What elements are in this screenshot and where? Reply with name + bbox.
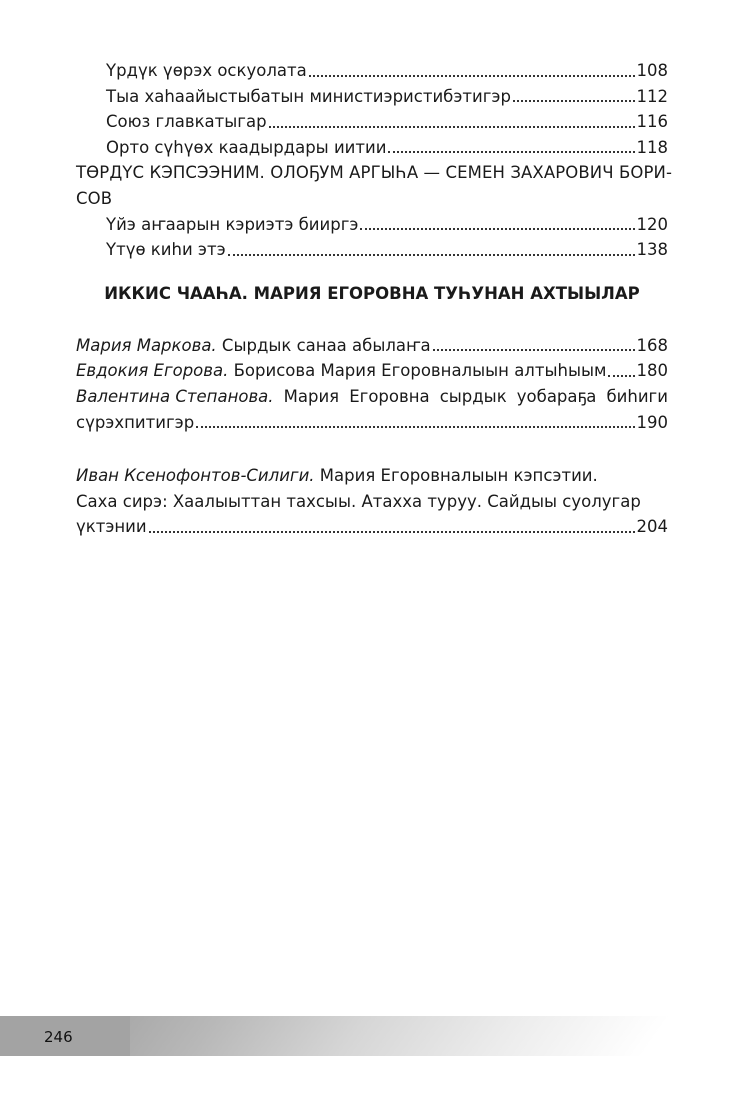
dot-leader	[388, 150, 634, 153]
toc-entry	[76, 58, 668, 84]
toc-entry-line3	[76, 514, 668, 540]
toc-entry-title: Үтүө киһи этэ	[106, 240, 226, 260]
toc-entry-line1	[76, 384, 668, 410]
toc-entry-title	[76, 333, 431, 359]
toc-entry-title: Орто сүһүөх каадырдары иитии	[106, 137, 387, 157]
part1-entries	[76, 58, 668, 160]
word: уобараҕа	[516, 386, 597, 406]
chapter-heading-line2: СОВ	[76, 188, 113, 208]
toc-entry-title: Үйэ аҥаарын кэриэтэ бииргэ	[106, 214, 359, 234]
toc-entry-title: сүрэхпитигэр	[76, 412, 195, 432]
dot-leader	[513, 99, 635, 102]
dot-leader	[433, 348, 635, 351]
toc-entry-page: 180	[636, 361, 668, 381]
toc-entry-title: Үрдүк үөрэх оскуолата	[106, 61, 307, 80]
dot-leader	[309, 74, 635, 77]
toc-entry-title	[76, 358, 606, 384]
author-name: Иван Ксенофонтов-Силиги.	[76, 466, 315, 486]
chapter-heading-line1: ТӨРДҮС КЭПСЭЭНИМ. ОЛОҔУМ АРГЫҺА — СЕМЕН ЗАХАРОВИЧ БОРИ-	[76, 163, 673, 183]
entry-title-text: Борисова Мария Егоровналыын алтыһыым	[228, 361, 607, 381]
entry-title-text: Сырдык санаа абылаҥа	[216, 335, 431, 355]
toc-entry-page: 112	[636, 86, 668, 106]
word: Егоровна	[349, 386, 430, 406]
toc-entry-page: 116	[636, 112, 668, 132]
toc-entry-page: 120	[636, 214, 668, 234]
page-number: 246	[44, 1028, 73, 1046]
toc-entry-line1	[76, 463, 668, 489]
toc-entry-title: Союз главкатыгар	[106, 112, 267, 132]
part2-entries	[76, 212, 668, 263]
toc-entry	[76, 237, 668, 263]
entry-title-text: Мария Егоровналыын кэпсэтии.	[314, 466, 598, 486]
section-heading: ИККИС ЧААҺА. МАРИЯ ЕГОРОВНА ТУҺУНАН АХТЫЫЛАР	[104, 284, 640, 303]
dot-leader	[196, 425, 634, 428]
author-name: Мария Маркова.	[76, 335, 217, 355]
spacer	[76, 435, 668, 463]
toc-entry	[76, 358, 668, 384]
toc-entry-title: үктэнии	[76, 517, 147, 537]
word: биһиги	[606, 386, 668, 406]
toc-entry-page: 118	[636, 137, 668, 157]
toc-entry-line2: Саха сирэ: Хаалыыттан тахсыы. Атахха туруу. Сайдыы суолугар	[76, 491, 641, 511]
toc-entry-page: 138	[636, 240, 668, 260]
toc-entry-title: Тыа хаһаайыстыбатын министиэристибэтигэр	[106, 86, 511, 106]
toc-entry-page: 168	[636, 335, 668, 355]
dot-leader	[228, 253, 635, 256]
toc-entry	[76, 212, 668, 238]
author-name: Евдокия Егорова.	[76, 361, 229, 381]
memoir-entries	[76, 333, 668, 435]
word: сырдык	[439, 386, 507, 406]
dot-leader	[360, 227, 634, 230]
toc-entry	[76, 84, 668, 110]
toc-entry-page: 204	[636, 517, 668, 537]
dot-leader	[608, 374, 634, 377]
toc-entry	[76, 109, 668, 135]
toc-entry-page: 190	[636, 412, 668, 432]
toc-entry-page: 108	[636, 61, 668, 80]
author-name: Валентина Степанова.	[76, 386, 274, 406]
final-entry	[76, 463, 668, 540]
toc-entry-line2	[76, 410, 668, 436]
dot-leader	[149, 530, 635, 533]
toc-entry	[76, 333, 668, 359]
toc-entry	[76, 135, 668, 161]
dot-leader	[269, 125, 635, 128]
word: Мария	[283, 386, 340, 406]
